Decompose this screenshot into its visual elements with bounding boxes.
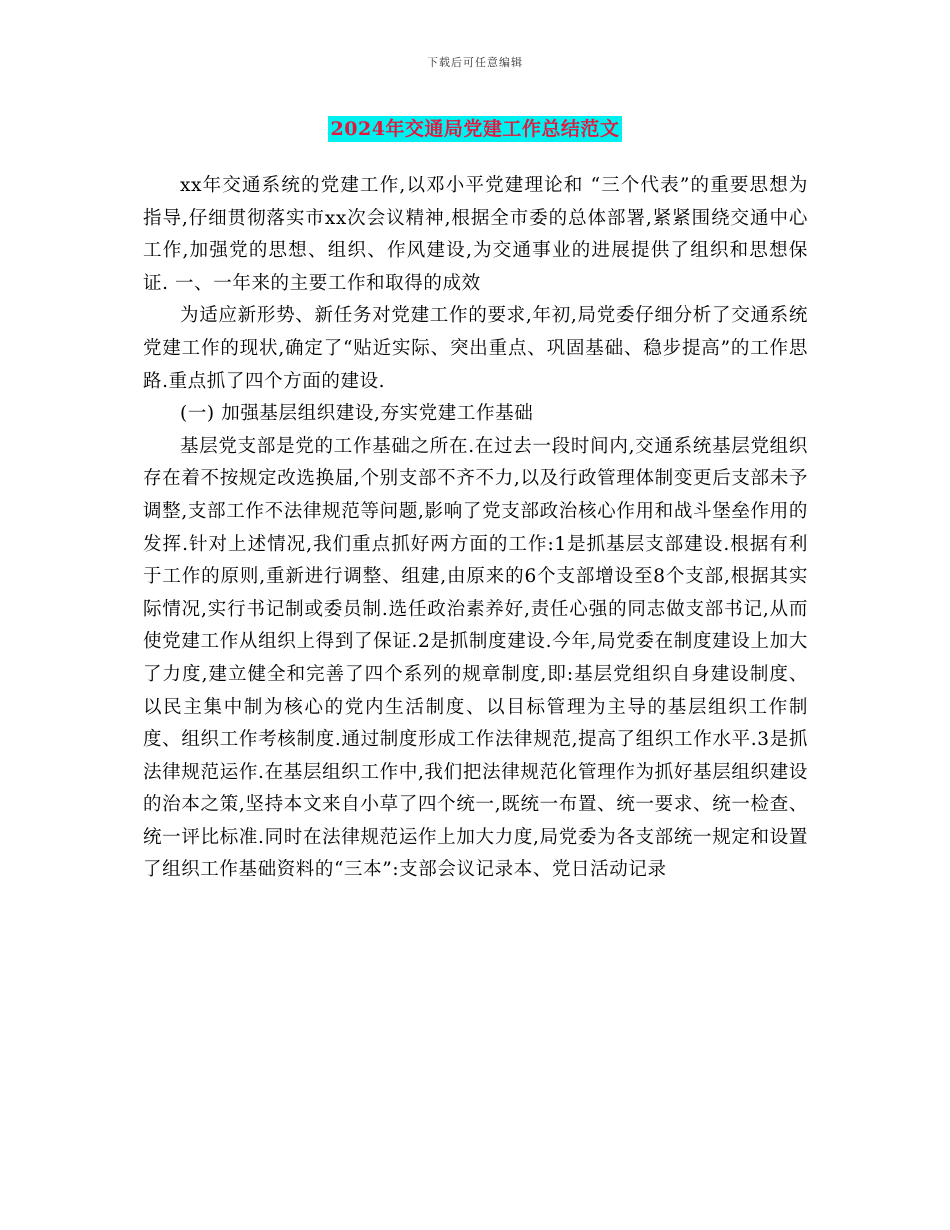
header-note: 下载后可任意编辑: [427, 56, 523, 69]
document-body: [143, 170, 808, 887]
document-title: 2024年交通局党建工作总结范文: [328, 116, 623, 142]
paragraph-intro: xx年交通系统的党建工作,以邓小平党建理论和 “三个代表”的重要思想为指导,仔细贯彻落实市xx次会议精神,根据全市委的总体部署,紧紧围绕交通中心工作,加强党的思想、组织、作风建设,为交通事业的进展提供了组织和思想保证. 一、一年来的主要工作和取得的成效: [143, 175, 808, 294]
section-heading-1: (一) 加强基层组织建设,夯实党建工作基础: [180, 403, 534, 425]
title-container: [0, 116, 950, 142]
paragraph-approach: 为适应新形势、新任务对党建工作的要求,年初,局党委仔细分析了交通系统党建工作的现状,确定了“贴近实际、突出重点、巩固基础、稳步提高”的工作思路.重点抓了四个方面的建设.: [143, 305, 808, 392]
paragraph-section-1: 基层党支部是党的工作基础之所在.在过去一段时间内,交通系统基层党组织存在着不按规定改选换届,个别支部不齐不力,以及行政管理体制变更后支部未予调整,支部工作不法律规范等问题,影响了党支部政治核心作用和战斗堡垒作用的发挥.针对上述情况,我们重点抓好两方面的工作:1是抓基层支部建设.根据有利于工作的原则,重新进行调整、组建,由原来的6个支部增设至8个支部,根据其实际情况,实行书记制或委员制.选任政治素养好,责任心强的同志做支部书记,从而使党建工作从组织上得到了保证.2是抓制度建设.今年,局党委在制度建设上加大了力度,建立健全和完善了四个系列的规章制度,即:基层党组织自身建设制度、以民主集中制为核心的党内生活制度、以目标管理为主导的基层组织工作制度、组织工作考核制度.通过制度形成工作法律规范,提高了组织工作水平.3是抓法律规范运作.在基层组织工作中,我们把法律规范化管理作为抓好基层组织建设的治本之策,坚持本文来自小草了四个统一,既统一布置、统一要求、统一检查、统一评比标准.同时在法律规范运作上加大力度,局党委为各支部统一规定和设置了组织工作基础资料的“三本”:支部会议记录本、党日活动记录: [143, 435, 808, 881]
